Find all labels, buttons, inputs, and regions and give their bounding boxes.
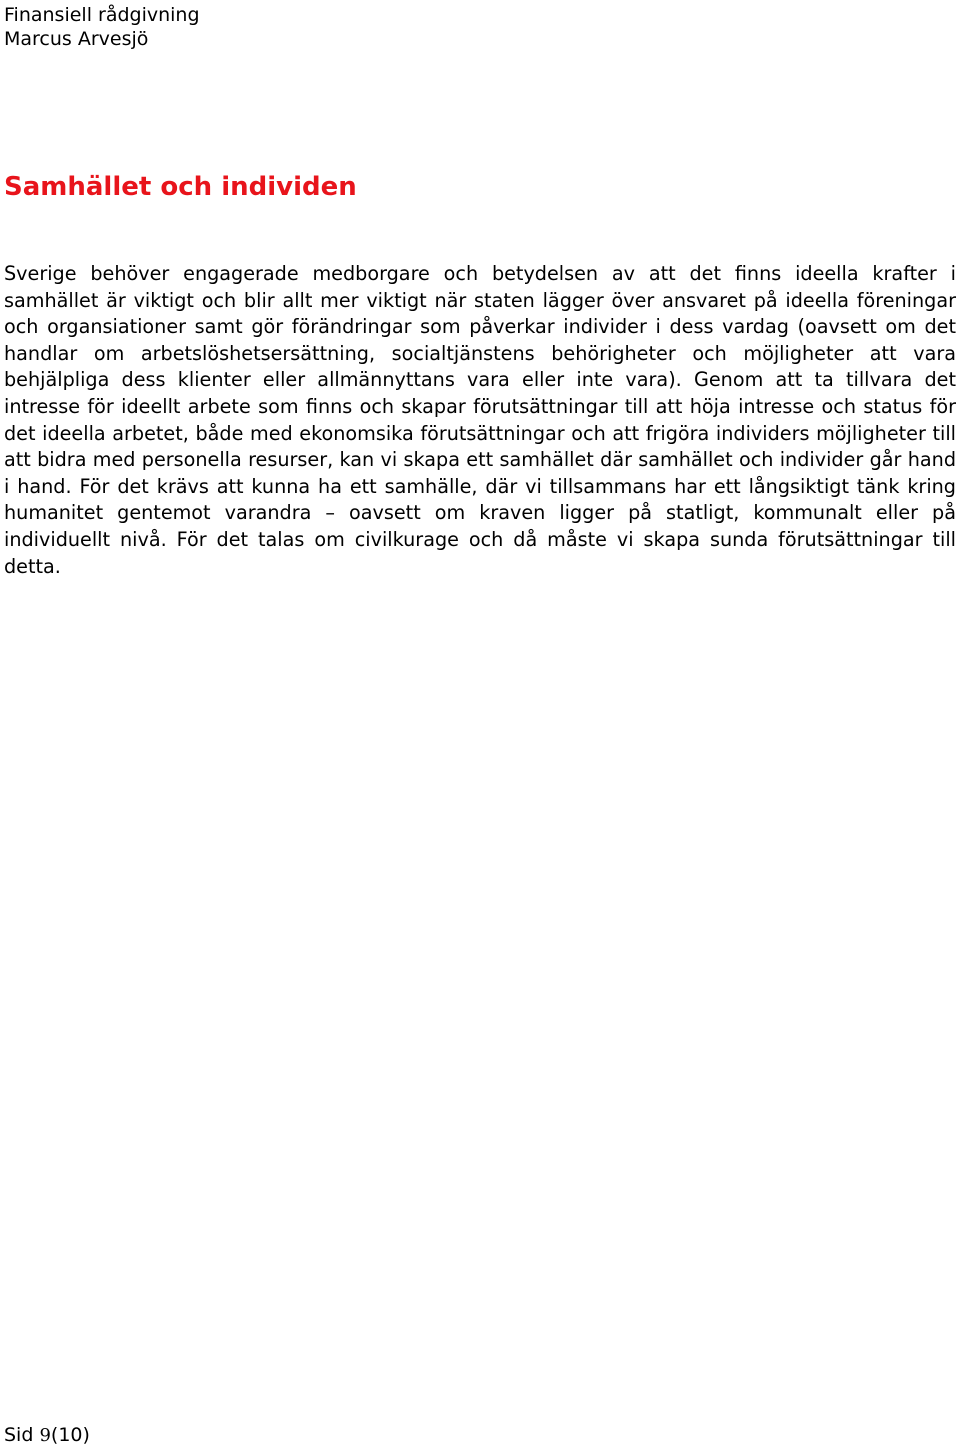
section-title: Samhället och individen: [4, 172, 357, 202]
footer-page-total: (10): [50, 1424, 90, 1446]
page-footer: [4, 1423, 90, 1448]
footer-page-number: 9: [39, 1425, 51, 1446]
document-header: [4, 3, 200, 51]
footer-page-label: Sid: [4, 1424, 40, 1446]
header-subject: Finansiell rådgivning: [4, 4, 200, 26]
header-author: Marcus Arvesjö: [4, 28, 149, 50]
body-paragraph: Sverige behöver engagerade medborgare och betydelsen av att det finns ideella krafter i samhället är viktigt och blir allt mer viktigt när staten lägger över ansvaret på ideella föreningar och organsiationer samt gör förändringar som påverkar individer i dess vardag (oavsett om det handlar om arbetslöshetsersättning, socialtjänstens behörigheter och möjligheter att vara behjälpliga dess klienter eller allmännyttans vara eller inte vara). Genom att ta tillvara det intresse för ideellt arbete som finns och skapar förutsättningar till att höja intresse och status för det ideella arbetet, både med ekonomsika förutsättningar och att frigöra individers möjligheter till att bidra med personella resurser, kan vi skapa ett samhället där samhället och individer går hand i hand. För det krävs att kunna ha ett samhälle, där vi tillsammans har ett långsiktigt tänk kring humanitet gentemot varandra – oavsett om kraven ligger på statligt, kommunalt eller på individuellt nivå. För det talas om civilkurage och då måste vi skapa sunda förutsättningar till detta.: [4, 262, 956, 578]
